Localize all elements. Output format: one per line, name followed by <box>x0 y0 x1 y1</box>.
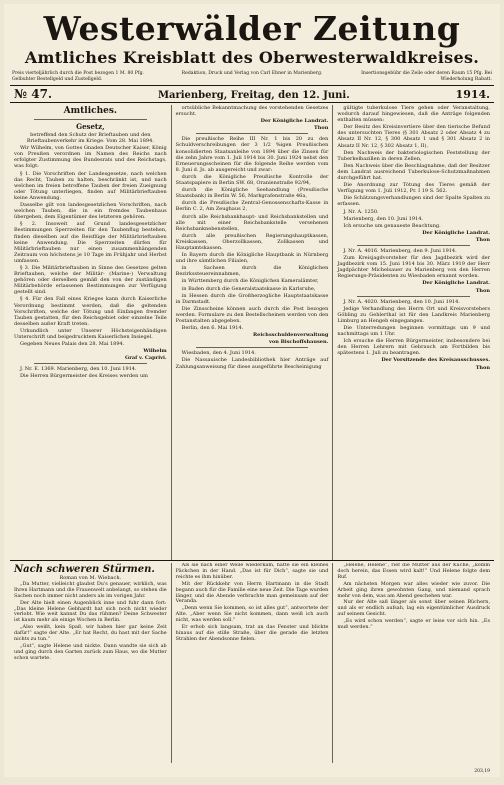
article-text: in Sachsen durch die Königlichen Bezirkssteuereinnahmen, <box>175 265 329 278</box>
article-text: durch alle preußischen Regierungshauptkassen, Kreiskassen, Oberzollkassen, Zollkassen und Hauptamtskassen. <box>175 232 329 251</box>
story-text: Der Alte hielt einen Augenblick inne und fuhr dann fort: „Das kleine Helene Gebhardt hat sich noch nicht wieder verlobt. Wie weit kannst Du das rühmen? Deine Schwester ist kaum mehr als einige Wochen in Berlin. <box>14 599 167 624</box>
divider <box>196 133 309 134</box>
signature: Der Vorsitzende des Kreisausschusses. <box>381 357 491 364</box>
article-text: Dasselbe gilt von landesgesetzlichen Vorschriften, nach welchen Tauben, die in ein fremdes Taubenhaus übergehen, dem Eigentümer des letzteren gehören. <box>14 202 167 221</box>
divider <box>34 119 147 120</box>
article-text: Ich ersuche die Herren Bürgermeister, insbesondere bei den Herren Lehrern mit Gebrauch am Fortbilden bis spätestens 1. Juli zu beantragen. <box>337 338 491 357</box>
article-text: Die Unterredungen beginnen vormittags um 9 und nachmittags um 1 Uhr. <box>337 325 491 338</box>
story-text: „Es wird schon werden“, sagte er leise vor sich hin. „Es muß werden.“ <box>337 618 491 631</box>
divider <box>34 363 147 364</box>
article-text: Die Herren Bürgermeister des Kreises werden um <box>20 373 148 380</box>
divider <box>357 245 470 246</box>
article-text: durch die Königliche Preußische Kontrolle der Staatspapiere in Berlin SW. 68, Oranienstraße 92/94, <box>175 173 329 187</box>
feuilleton-column-2 <box>171 563 333 763</box>
article-text: Den Nachweis der bakteriologischen Feststellung der Tuberkelbazillen in deren Zellen, <box>337 149 491 162</box>
article-text: Urkundlich unter Unserer Höchsteigenhändigen Unterschrift und beigedrucktem Kaiserlichen Insiegel. <box>14 327 167 340</box>
article-text: Die Schätzungsverhandlungen sind der Spalte Spalten zu erfassen. <box>337 195 491 208</box>
article-text: J. Nr. E. 1369. Marienberg, den 10. Juni 1914. <box>20 366 137 373</box>
feuilleton-column-3 <box>332 563 494 763</box>
story-text: „Gut“, sagte Helene und nickte. Dann wandte sie sich ab und ging durch den Garten zurück zum Haus, wo die Mutter schon wartete. <box>14 642 167 661</box>
article-text: J. Nr. A. 4020. Marienberg, den 10. Juni 1914. <box>343 298 460 305</box>
signature: Der Königliche Landrat. <box>422 229 491 236</box>
article-text: Die Zinsscheine können auch durch die Post bezogen werden. Formulare zu den Bestellscheinen werden von den Postanstalten abgegeben. <box>175 305 329 324</box>
signature: Thon <box>314 125 329 132</box>
article-text: durch alle Reichsbankhaupt- und Reichsbankstellen und alle mit einer Reichsbankstelle versehenen Reichsbanknebenstellen, <box>175 213 329 232</box>
issue-line <box>4 86 500 102</box>
article-text: Gegeben Neues Palais den 28. Mai 1894. <box>20 341 125 348</box>
signature: Reichsschuldenverwaltung <box>253 332 329 339</box>
publisher-info: Redaktion, Druck und Verlag von Carl Ebner in Marienberg. <box>181 71 323 76</box>
article-text: § 4. Für den Fall eines Krieges kann durch Kaiserliche Verordnung bestimmt werden, daß die geltenden Vorschriften, welche der Tötung und Einfangen fremder Tauben gestatten, für den Reichsgebiet oder einzelne Teile desselben außer Kraft treten. <box>14 296 167 327</box>
article-text: Den Nachweis über die Beschlagnahme, daß der Besitzer dem Landrat ausreichend Tuberkulose-Schutzmaßnahmen durchgeführt hat. <box>337 162 491 182</box>
article-text: Jedige Verhandlung des Herrn Ort und Kreisvorstehers Göbling zu Gehlerthal ist für den Landkreis Marienberg Limburg an Hengeb eingegangen. <box>337 305 491 324</box>
story-text: Nur der Alte saß länger als sonst über seinen Büchern, und als er endlich aufsah, lag ein eigentümlicher Ausdruck auf seinem Gesicht. <box>337 599 491 618</box>
issue-year: 1914. <box>455 88 490 101</box>
masthead-info <box>4 68 500 83</box>
article-text: Wiesbaden, den 4. Juni 1914. <box>181 350 256 357</box>
article-text: gültigte tuberkulose Tiere gehen oder Veranstaltung, wodurch darauf hingewiesen, daß die Anträge folgenden enthalten müssen: <box>337 105 491 124</box>
divider <box>196 347 309 348</box>
article-text: in Baden durch die Generalstaatskasse in Karlsruhe, <box>181 285 316 292</box>
article-text: Berlin, den 6. Mai 1914. <box>181 325 244 332</box>
article-text: § 3. Die Militärbrieftauben in Sinne des Gesetzes gelten Brieftauben, welche der Militär- (Marine-) Verwaltung gehören oder derselben gemäß den von der zuständigen Militärbehörde erlassenen Bestimmungen zur Verfügung gestellt sind. <box>14 264 167 296</box>
feuilleton-section <box>4 561 500 763</box>
story-text: „Da Mutter, vielleicht glaubst Du's genauer, wirklich, was Ihren Hartmann und die Frauenwelt anbelangt, so stehen die Sachen noch immer nicht anders als im vorigen Jahr. <box>14 580 167 599</box>
article-text: J. Nr. A. 4016. Marienberg, den 9. Juni 1914. <box>343 247 457 254</box>
advertising-info: Insertionsgebühr die Zeile oder deren Raum 15 Pfg. Bei Wiederholung Rabatt. <box>361 71 492 82</box>
feuilleton-column-1 <box>10 563 171 763</box>
page-reference: 203,19 <box>474 769 490 774</box>
article-text: ortsübliche Bekanntmachung des vorstehenden Gesetzes ersucht. <box>175 105 329 118</box>
article-text: Die Anordnung zur Tötung des Tieres gemäß der Verfügung vom 1. Juli 1912, Pr. I 19 S. 562. <box>337 182 491 195</box>
signature: Der Königliche Landrat. <box>422 280 491 287</box>
story-text: „Also weißt, kein Spaß, wir haben hier gar keine Zeit dafür!“ sagte der Alte. „Er hat Recht, du hast mit der Sache nichts zu tun.“ <box>14 624 167 643</box>
newspaper-title: Westerwälder Zeitung <box>43 9 461 48</box>
signature: Thon <box>475 364 491 371</box>
story-text: Am nächsten Morgen war alles wieder wie zuvor. Die Arbeit ging ihren gewohnten Gang, und niemand sprach mehr von dem, was am Abend geschehen war. <box>337 580 491 599</box>
signature: Der Königliche Landrat. <box>260 118 329 125</box>
article-text: Der Besitz des Kreisinvertiere über den tierische Befund des untersuchten Tieres (§ 301 Absatz 2 oder Absatz 4 zu Absatz II Nr. 12, § 300 Absatz 1 und § 301 Absatz 2 in Absatz II Nr. 12, § 302 Absatz 1, II), <box>337 124 491 149</box>
signature: Graf v. Caprivi. <box>124 355 167 362</box>
article-text: § 2. Insoweit auf Grund landesgesetzlicher Bestimmungen Sperrzeiten für den Taubenflug bestehen, finden dieselben auf die Reisflüge der Militärbrieftauben keine Anwendung. Die Sperrzeiten dürfen für Militärbrieftauben nur einen zusammenhängenden Zeitraum von höchstens je 10 Tage im Frühjahr und Herbst umfassen. <box>14 221 167 264</box>
issue-number: № 47. <box>14 87 53 101</box>
article-text: Zum Kreisjagdvorsteher für den Jagdbezirk wird der Jagdbezirk vom 15. Juni 1914 bis 30. März 1919 der Herr Jagdpächter Michelsauer zu Marienberg von den Herren Regierungs-Präsidenten zu Wiesbaden ernannt worden. <box>337 255 491 280</box>
column-3 <box>332 105 494 560</box>
article-text: Wir Wilhelm, von Gottes Gnaden Deutscher Kaiser, König von Preußen verordnen im Namen des Reichs nach erfolgter Zustimmung des Bundesrats und des Reichstags, was folgt: <box>14 145 167 170</box>
section-heading: Amtliches. <box>63 106 118 116</box>
subscription-info: Preis vierteljährlich durch die Post bezogen 1 M. 80 Pfg. Gelbuhter Bestellgeld und Zustellgeld. <box>12 71 144 82</box>
issue-date: Marienberg, Freitag, den 12. Juni. <box>157 90 350 101</box>
signature: Thon <box>475 236 491 243</box>
story-title: Nach schweren Stürmen. <box>14 564 155 575</box>
article-text: Marienberg, den 10. Juni 1914. <box>343 215 423 222</box>
story-text: Er erhob sich langsam, trat an das Fenster und blickte hinaus auf die stille Straße, über die gerade die letzten Strahlen der Abendsonne fielen. <box>175 624 329 642</box>
article-text: Die preußische Reihe III Nr. 1 bis 20 zu den Schuldverschreibungen der 3 1/2 %igen Preußischen konsolidierten Staatsanleihe von 1894 über die Zinsen für die zehn Jahre vom 1. Juli 1914 bis 30. Juni 1924 nebst den Erneuerungsscheinen für die folgende Reihe werden vom 8. Juni d. Js. ab ausgereicht und zwar: <box>175 136 329 173</box>
article-text: durch die Preußische Zentral-Genossenschafts-Kasse in Berlin C. 2, Am Zeughaus 2, <box>175 200 329 213</box>
article-text: J. Nr. A. 1250. <box>343 208 379 215</box>
column-2 <box>171 105 333 560</box>
signature: Wilhelm <box>143 348 167 355</box>
article-text: in Württemberg durch die Königlichen Kameralämter, <box>181 278 319 285</box>
story-text: „Helene, Helene“, rief die Mutter aus der Küche, „komm doch herein, das Essen wird kalt!“ Und Helene folgte dem Ruf. <box>337 563 491 580</box>
article-text: in Hessen durch die Großherzogliche Hauptstaatskasse in Darmstadt. <box>175 292 329 305</box>
story-text: Als sie nach einer Weile wiederkam, hatte sie ein kleines Päckchen in der Hand. „Das ist für Dich“, sagte sie und reichte es ihm hinüber. <box>175 563 329 580</box>
article-text: durch die Königliche Seehandlung (Preußische Staatsbank) in Berlin W. 56, Markgrafenstraße 46a, <box>175 187 329 200</box>
story-text: Mit der Rückkehr von Herrn Hartmann in die Stadt begann auch für die Familie eine neue Zeit. Die Tage wurden länger, und die Abende verbrachte man gemeinsam auf der Veranda. <box>175 580 329 605</box>
article-text: Die Nassauische Landesbibliothek hier Anträge auf Zahlungsanweisung für diese ausgeführte Bescheinigung <box>175 357 329 370</box>
article-text: Ich ersuche um genaueste Beachtung. <box>343 222 441 229</box>
article-text: § 1. Die Vorschriften der Landesgesetze, nach welchen das Recht, Tauben zu halten, beschränkt ist, und nach welchen im freien betroffene Tauben der freien Zueignung oder Tötung unterliegen, finden auf Militärbrieftauben keine Anwendung. <box>14 170 167 201</box>
article-text: In Bayern durch die Königliche Hauptbank in Nürnberg und ihre sämtlichen Filialen, <box>175 252 329 265</box>
signature: Thon <box>475 287 491 294</box>
article-heading: Gesetz, <box>76 122 105 131</box>
story-byline: Roman von M. Wiebach. <box>59 575 122 581</box>
newspaper-subtitle: Amtliches Kreisblatt des Oberwesterwaldkreises. <box>24 48 480 67</box>
signature: von Bischoffshausen. <box>268 339 329 346</box>
article-text: betreffend den Schutz der Brieftauben und den Brieftaubenverkehr im Kriege. Vom 28. Mai 1894. <box>26 132 154 145</box>
column-1 <box>10 105 171 560</box>
divider <box>357 296 470 297</box>
masthead <box>4 4 500 68</box>
story-text: „Denn wenn Sie kommen, so ist alles gut“, antwortete der Alte. „Aber wenn Sie nicht kommen, dann weiß ich auch nicht, was werden soll.“ <box>175 605 329 624</box>
official-columns <box>4 103 500 560</box>
newspaper-page <box>4 4 500 777</box>
